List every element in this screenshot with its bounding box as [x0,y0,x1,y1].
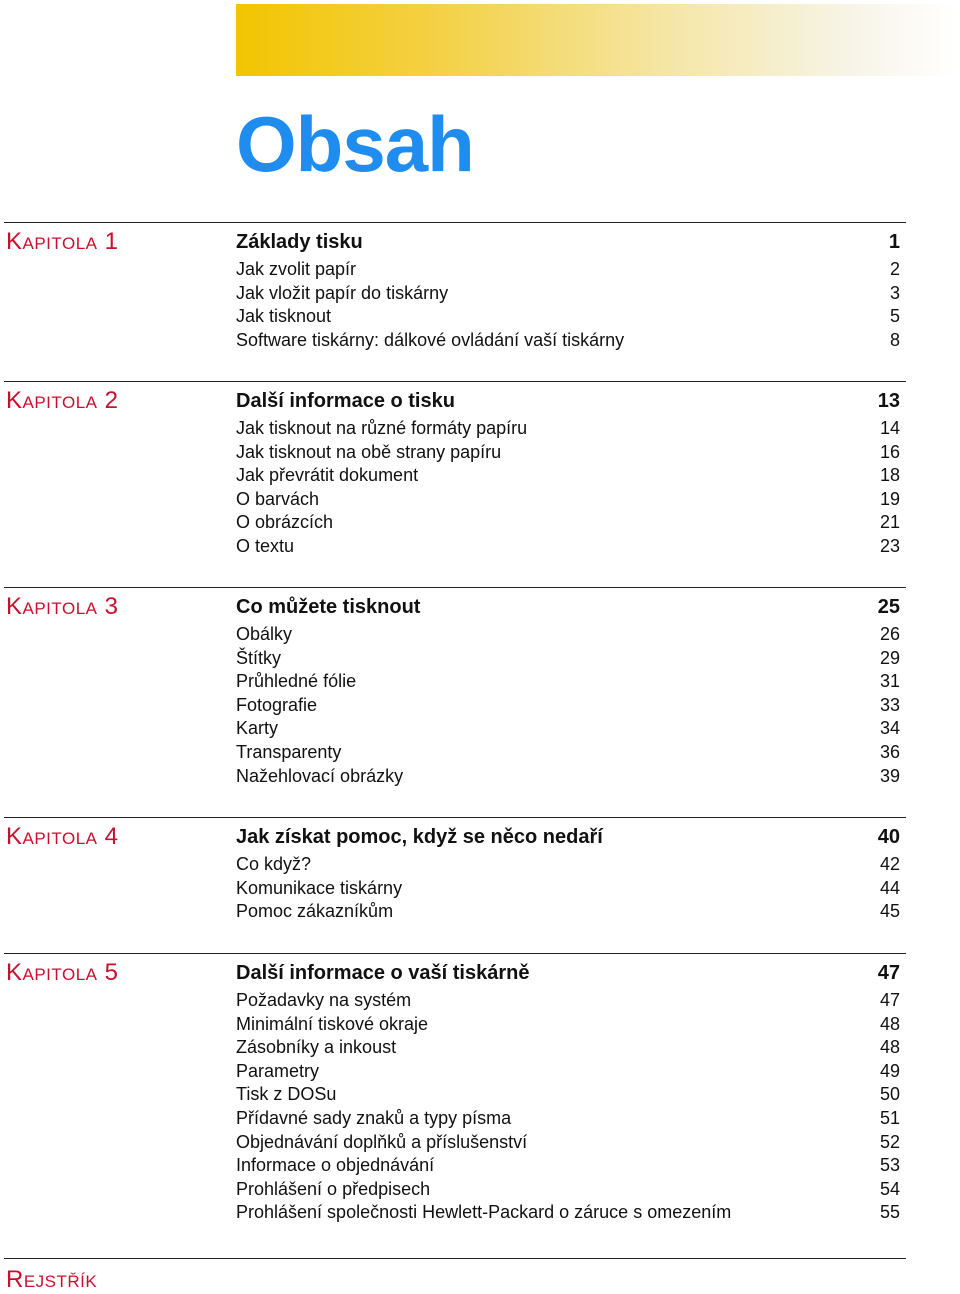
header-banner [236,4,956,76]
toc-entry[interactable] [236,647,900,671]
chapter-divider [4,381,906,382]
toc-entry-title: Jak tisknout na obě strany papíru [236,441,502,462]
toc-entry-title: O barvách [236,488,320,509]
toc-entry-title: Karty [236,718,279,739]
toc-entry-page-number: 34 [879,718,900,739]
toc-entry-page-number: 5 [889,306,900,327]
chapter-page-number: 1 [888,231,900,253]
chapter-divider [4,817,906,818]
chapter-entry-list [236,623,900,788]
toc-entry[interactable] [236,1083,900,1107]
toc-entry-title: Jak zvolit papír [236,259,357,279]
toc-entry[interactable] [236,1131,900,1155]
toc-entry[interactable] [236,305,900,329]
toc-entry[interactable] [236,417,900,441]
toc-entry-title: Jak převrátit dokument [236,465,419,486]
toc-entry-title: Tisk z DOSu [236,1084,337,1105]
toc-entry-title: Jak vložit papír do tiskárny [236,282,449,303]
toc-entry-page-number: 51 [879,1107,900,1128]
toc-entry[interactable] [236,441,900,465]
toc-entry[interactable] [236,1201,900,1225]
chapter-page-number: 40 [877,826,900,848]
toc-entry[interactable] [236,535,900,559]
toc-entry-title: Co když? [236,854,312,874]
toc-entry[interactable] [236,329,900,353]
toc-entry[interactable] [236,853,900,877]
toc-entry-page-number: 16 [879,441,900,462]
chapter-page-number: 25 [877,596,900,618]
chapter-divider [4,587,906,588]
toc-entry-title: Průhledné fólie [236,671,357,692]
toc-entry-page-number: 21 [879,512,900,533]
toc-entry-page-number: 48 [879,1037,900,1058]
toc-entry-page-number: 44 [879,877,900,898]
page-title: Obsah [236,100,474,188]
toc-entry[interactable] [236,464,900,488]
toc-entry[interactable] [236,1107,900,1131]
toc-entry-title: Jak tisknout [236,306,332,327]
toc-entry-title: Informace o objednávání [236,1155,435,1176]
chapter-label: Kapitola 4 [6,823,119,850]
toc-entry-page-number: 54 [879,1178,900,1199]
toc-entry-title: Pomoc zákazníkům [236,901,394,922]
toc-entry[interactable] [236,258,900,282]
chapter-title-link[interactable]: Jak získat pomoc, když se něco nedaří [236,826,603,848]
toc-entry-title: Software tiskárny: dálkové ovládání vaší tiskárny [236,329,625,350]
toc-entry-title: Zásobníky a inkoust [236,1037,397,1058]
toc-entry[interactable] [236,989,900,1013]
toc-entry-page-number: 36 [879,741,900,762]
toc-entry-page-number: 26 [879,624,900,644]
toc-entry-page-number: 19 [879,488,900,509]
chapter-title-link[interactable]: Základy tisku [236,231,363,253]
toc-entry[interactable] [236,717,900,741]
toc-entry-title: Prohlášení o předpisech [236,1178,431,1199]
toc-entry-title: Jak tisknout na různé formáty papíru [236,418,528,438]
toc-entry-page-number: 45 [879,901,900,922]
toc-entry-title: Transparenty [236,741,342,762]
toc-entry-title: Prohlášení společnosti Hewlett-Packard o záruce s omezením [236,1202,732,1223]
toc-entry-page-number: 42 [879,854,900,874]
toc-entry[interactable] [236,877,900,901]
toc-entry-page-number: 33 [879,694,900,715]
toc-entry-title: Požadavky na systém [236,990,412,1010]
chapter-divider [4,222,906,223]
toc-entry-title: Minimální tiskové okraje [236,1013,429,1034]
toc-entry-title: O obrázcích [236,512,334,533]
chapter-entry-list [236,853,900,924]
chapter-label: Kapitola 2 [6,387,119,414]
chapter-divider [4,953,906,954]
toc-entry-page-number: 31 [879,671,900,692]
toc-entry[interactable] [236,282,900,306]
toc-entry[interactable] [236,1060,900,1084]
toc-entry-title: O textu [236,535,295,556]
chapter-label: Kapitola 5 [6,959,119,986]
toc-entry-page-number: 48 [879,1013,900,1034]
toc-entry[interactable] [236,670,900,694]
toc-entry-page-number: 39 [879,765,900,786]
toc-entry-title: Komunikace tiskárny [236,877,403,898]
toc-entry[interactable] [236,511,900,535]
toc-entry[interactable] [236,1036,900,1060]
toc-entry[interactable] [236,741,900,765]
index-link[interactable]: Rejstřík [6,1266,98,1293]
chapter-entry-list [236,258,900,352]
toc-entry-page-number: 2 [889,259,900,279]
chapter-title-link[interactable]: Další informace o tisku [236,390,455,412]
toc-entry-page-number: 55 [879,1202,900,1223]
index-divider [4,1258,906,1259]
toc-entry[interactable] [236,694,900,718]
toc-entry-page-number: 53 [879,1155,900,1176]
toc-entry-title: Parametry [236,1060,320,1081]
toc-entry[interactable] [236,765,900,789]
toc-entry-page-number: 14 [879,418,900,438]
chapter-title-link[interactable]: Co můžete tisknout [236,596,421,618]
toc-entry[interactable] [236,1178,900,1202]
toc-entry-title: Fotografie [236,694,318,715]
toc-entry-title: Štítky [236,647,282,668]
toc-entry-title: Přídavné sady znaků a typy písma [236,1107,512,1128]
toc-entry-page-number: 47 [879,990,900,1010]
chapter-page-number: 47 [877,962,900,984]
toc-entry[interactable] [236,1013,900,1037]
toc-entry-page-number: 18 [879,465,900,486]
chapter-title-link[interactable]: Další informace o vaší tiskárně [236,962,530,984]
toc-entry-page-number: 50 [879,1084,900,1105]
toc-entry[interactable] [236,488,900,512]
toc-entry-title: Objednávání doplňků a příslušenství [236,1131,528,1152]
chapter-page-number: 13 [877,390,900,412]
chapter-label: Kapitola 3 [6,593,119,620]
toc-entry-page-number: 49 [879,1060,900,1081]
chapter-entry-list [236,417,900,559]
toc-entry[interactable] [236,623,900,647]
toc-entry[interactable] [236,900,900,924]
toc-entry-page-number: 3 [889,282,900,303]
chapter-entry-list [236,989,900,1225]
toc-entry-page-number: 29 [879,647,900,668]
toc-entry-page-number: 8 [889,329,900,350]
toc-entry-title: Obálky [236,624,293,644]
toc-entry[interactable] [236,1154,900,1178]
toc-entry-title: Nažehlovací obrázky [236,765,404,786]
toc-entry-page-number: 52 [879,1131,900,1152]
toc-entry-page-number: 23 [879,535,900,556]
chapter-label: Kapitola 1 [6,228,119,255]
